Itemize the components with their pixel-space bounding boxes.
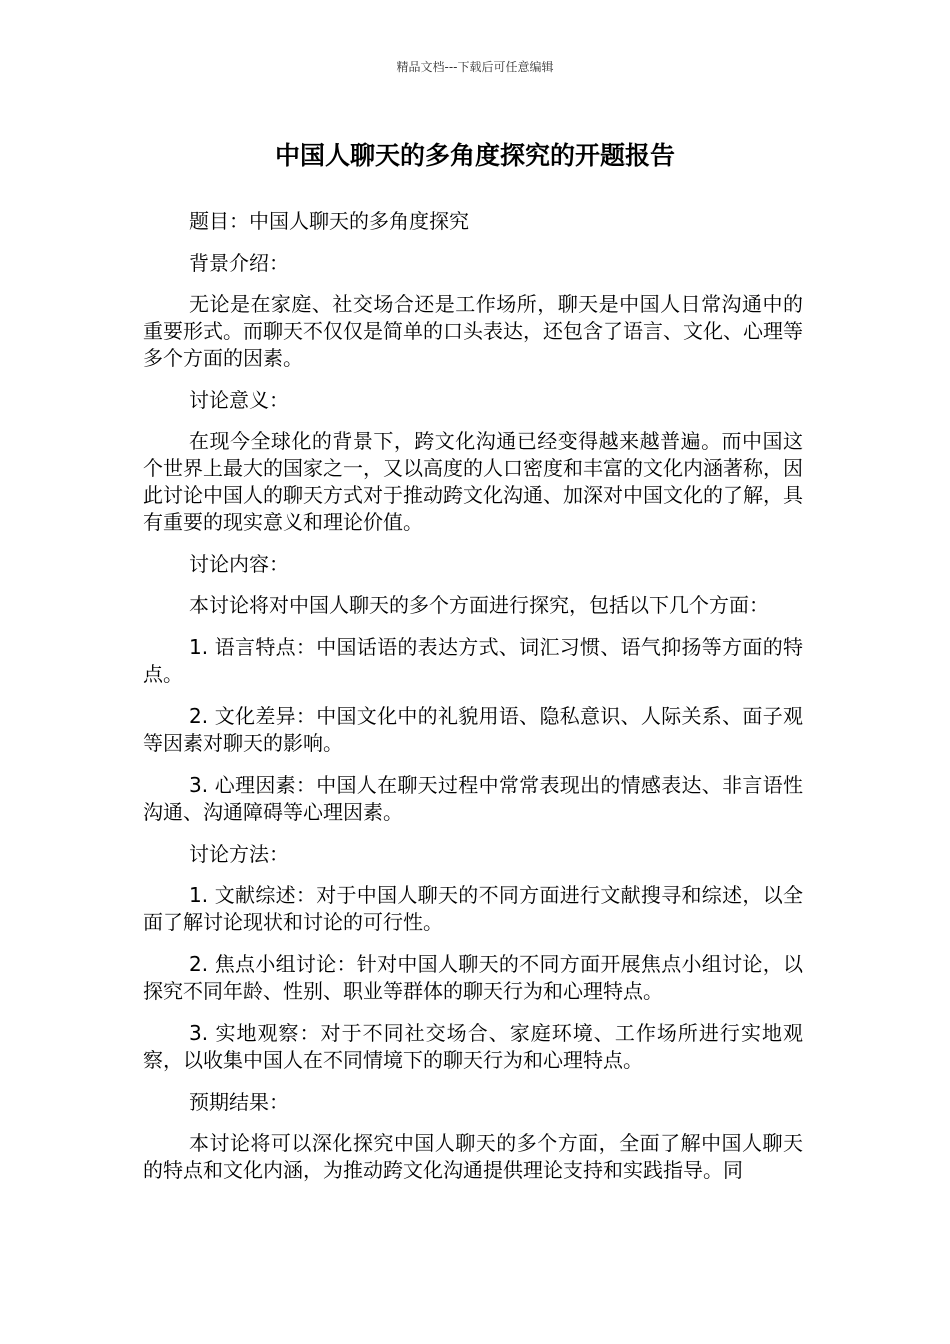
- section-heading-significance: 讨论意义：: [189, 388, 289, 412]
- paragraph-background: 无论是在家庭、社交场合还是工作场所，聊天是中国人日常沟通中的重要形式。而聊天不仅仅是简单的口头表达，还包含了语言、文化、心理等多个方面的因素。: [143, 292, 803, 370]
- page-header: 精品文档---下载后可任意编辑: [396, 60, 554, 74]
- paragraph-significance: 在现今全球化的背景下，跨文化沟通已经变得越来越普遍。而中国这个世界上最大的国家之一，又以高度的人口密度和丰富的文化内涵著称，因此讨论中国人的聊天方式对于推动跨文化沟通、加深对中国文化的了解，具有重要的现实意义和理论价值。: [143, 429, 803, 534]
- paragraph-topic: 题目：中国人聊天的多角度探究: [189, 209, 469, 233]
- section-heading-content: 讨论内容：: [189, 552, 289, 576]
- paragraph-content-intro: 本讨论将对中国人聊天的多个方面进行探究，包括以下几个方面：: [189, 593, 769, 617]
- list-item-culture: 2. 文化差异：中国文化中的礼貌用语、隐私意识、人际关系、面子观等因素对聊天的影响。: [143, 704, 803, 755]
- paragraph-expected-results: 本讨论将可以深化探究中国人聊天的多个方面，全面了解中国人聊天的特点和文化内涵，为推动跨文化沟通提供理论支持和实践指导。同: [143, 1131, 803, 1182]
- list-item-psychology: 3. 心理因素：中国人在聊天过程中常常表现出的情感表达、非言语性沟通、沟通障碍等心理因素。: [143, 773, 803, 824]
- section-heading-expected-results: 预期结果：: [189, 1090, 289, 1114]
- section-heading-methods: 讨论方法：: [189, 842, 289, 866]
- document-body: [143, 208, 803, 1199]
- document-title: 中国人聊天的多角度探究的开题报告: [274, 141, 675, 170]
- section-heading-background: 背景介绍：: [189, 251, 289, 275]
- list-item-focus-group: 2. 焦点小组讨论：针对中国人聊天的不同方面开展焦点小组讨论，以探究不同年龄、性别、职业等群体的聊天行为和心理特点。: [143, 952, 803, 1003]
- list-item-language: 1. 语言特点：中国话语的表达方式、词汇习惯、语气抑扬等方面的特点。: [143, 635, 803, 686]
- list-item-field-observation: 3. 实地观察：对于不同社交场合、家庭环境、工作场所进行实地观察，以收集中国人在不同情境下的聊天行为和心理特点。: [143, 1021, 803, 1072]
- list-item-literature-review: 1. 文献综述：对于中国人聊天的不同方面进行文献搜寻和综述，以全面了解讨论现状和讨论的可行性。: [143, 883, 803, 934]
